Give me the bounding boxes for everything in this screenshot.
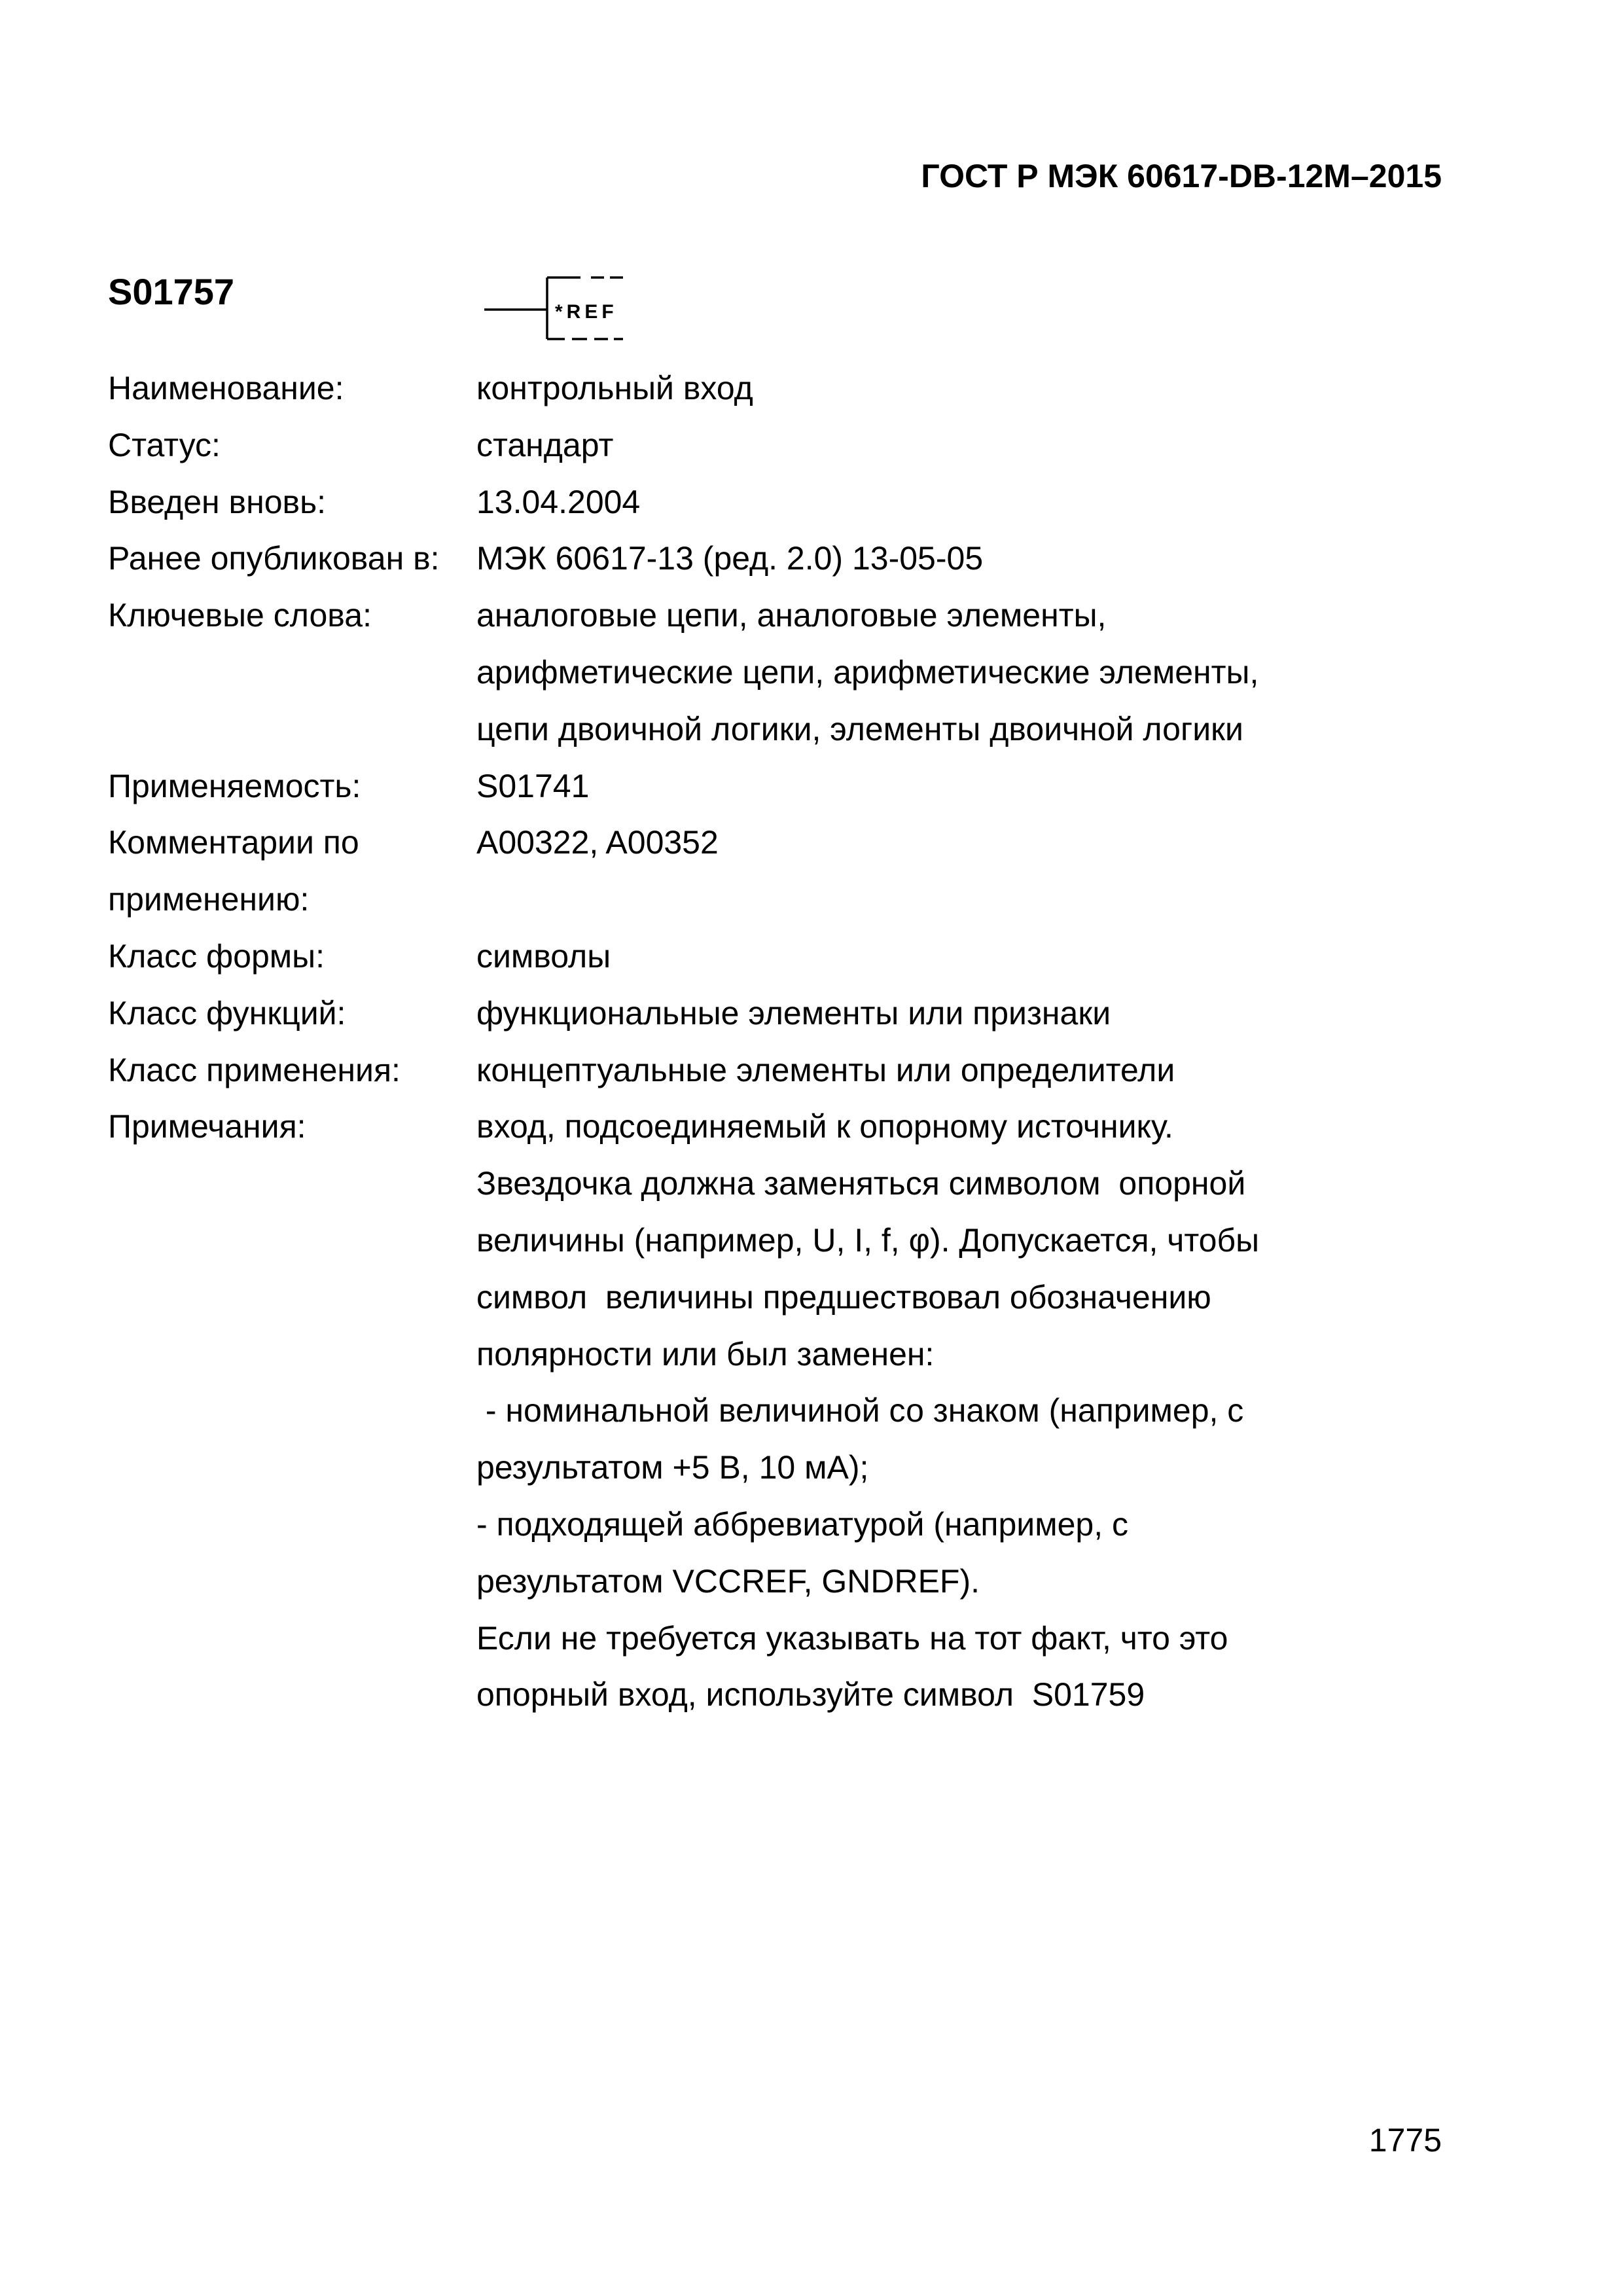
field-value (476, 928, 1417, 985)
field-value-line: символ величины предшествовал обозначению (476, 1278, 1211, 1316)
reference-input-symbol (478, 272, 632, 345)
field-value (476, 1042, 1417, 1099)
field-label (108, 1098, 476, 1723)
field-value (476, 814, 1417, 928)
symbol-id-heading: S01757 (108, 271, 235, 312)
symbol-ref-label: *REF (555, 301, 618, 323)
field-row (108, 928, 1417, 985)
field-label (108, 530, 476, 587)
field-label-line: Комментарии по (108, 824, 359, 861)
field-row (108, 985, 1417, 1042)
field-row (108, 1098, 1417, 1723)
field-label-line: Введен вновь: (108, 483, 327, 520)
field-row (108, 417, 1417, 474)
field-row (108, 530, 1417, 587)
field-row (108, 360, 1417, 417)
standard-designation: ГОСТ Р МЭК 60617-DB-12M–2015 (921, 158, 1442, 194)
field-value-line: 13.04.2004 (476, 483, 641, 520)
page-number: 1775 (1368, 2122, 1442, 2159)
field-value-line: символы (476, 937, 611, 975)
field-value-line: стандарт (476, 426, 614, 463)
field-value-line: S01741 (476, 767, 590, 804)
field-value-line: результатом +5 В, 10 мА); (476, 1449, 869, 1486)
field-value-line: - подходящей аббревиатурой (например, с (476, 1505, 1128, 1543)
field-label (108, 474, 476, 531)
field-label-line: Ключевые слова: (108, 597, 372, 634)
field-value-line: результатом VCCREF, GNDREF). (476, 1562, 980, 1600)
field-row (108, 814, 1417, 928)
field-label (108, 814, 476, 928)
field-value-line: МЭК 60617-13 (ред. 2.0) 13-05-05 (476, 540, 984, 577)
field-value-line: величины (например, U, I, f, φ). Допускается, чтобы (476, 1221, 1260, 1259)
field-value-line: арифметические цепи, арифметические элементы, (476, 653, 1259, 691)
field-value-line: опорный вход, используйте символ S01759 (476, 1676, 1145, 1713)
field-value (476, 1098, 1417, 1723)
field-label-line: Наименование: (108, 370, 344, 406)
field-value (476, 474, 1417, 531)
field-label (108, 417, 476, 474)
field-label-line: Класс функций: (108, 994, 346, 1031)
field-label (108, 928, 476, 985)
field-value (476, 417, 1417, 474)
field-value (476, 360, 1417, 417)
field-value-line: функциональные элементы или признаки (476, 994, 1111, 1031)
field-value-line: вход, подсоединяемый к опорному источнику. (476, 1108, 1173, 1145)
field-label (108, 587, 476, 757)
field-value-line: Если не требуется указывать на тот факт, что это (476, 1619, 1228, 1657)
field-value-line: полярности или был заменен: (476, 1335, 935, 1372)
field-label-line: Класс формы: (108, 937, 325, 975)
field-value (476, 587, 1417, 757)
field-label (108, 985, 476, 1042)
field-value-line: контрольный вход (476, 370, 753, 406)
field-value (476, 758, 1417, 815)
field-label-line: Применяемость: (108, 767, 361, 804)
field-label-line: Ранее опубликован в: (108, 540, 440, 577)
field-label-line: Класс применения: (108, 1051, 401, 1088)
field-value-line: аналоговые цепи, аналоговые элементы, (476, 597, 1107, 634)
field-label-line: Статус: (108, 426, 221, 463)
field-label-line: Примечания: (108, 1108, 306, 1145)
field-label (108, 1042, 476, 1099)
field-row (108, 1042, 1417, 1099)
field-value-line: цепи двоичной логики, элементы двоичной логики (476, 710, 1243, 747)
field-label-line: применению: (108, 881, 310, 918)
field-row (108, 758, 1417, 815)
field-value-line: - номинальной величиной со знаком (например, с (476, 1392, 1244, 1429)
field-value (476, 530, 1417, 587)
field-value-line: концептуальные элементы или определители (476, 1051, 1175, 1088)
field-label (108, 360, 476, 417)
field-value-line: A00322, A00352 (476, 824, 719, 861)
field-label (108, 758, 476, 815)
field-value (476, 985, 1417, 1042)
field-value-line: Звездочка должна заменяться символом опорной (476, 1165, 1246, 1202)
field-row (108, 587, 1417, 757)
field-row (108, 474, 1417, 531)
symbol-attributes-list (108, 360, 1417, 1723)
